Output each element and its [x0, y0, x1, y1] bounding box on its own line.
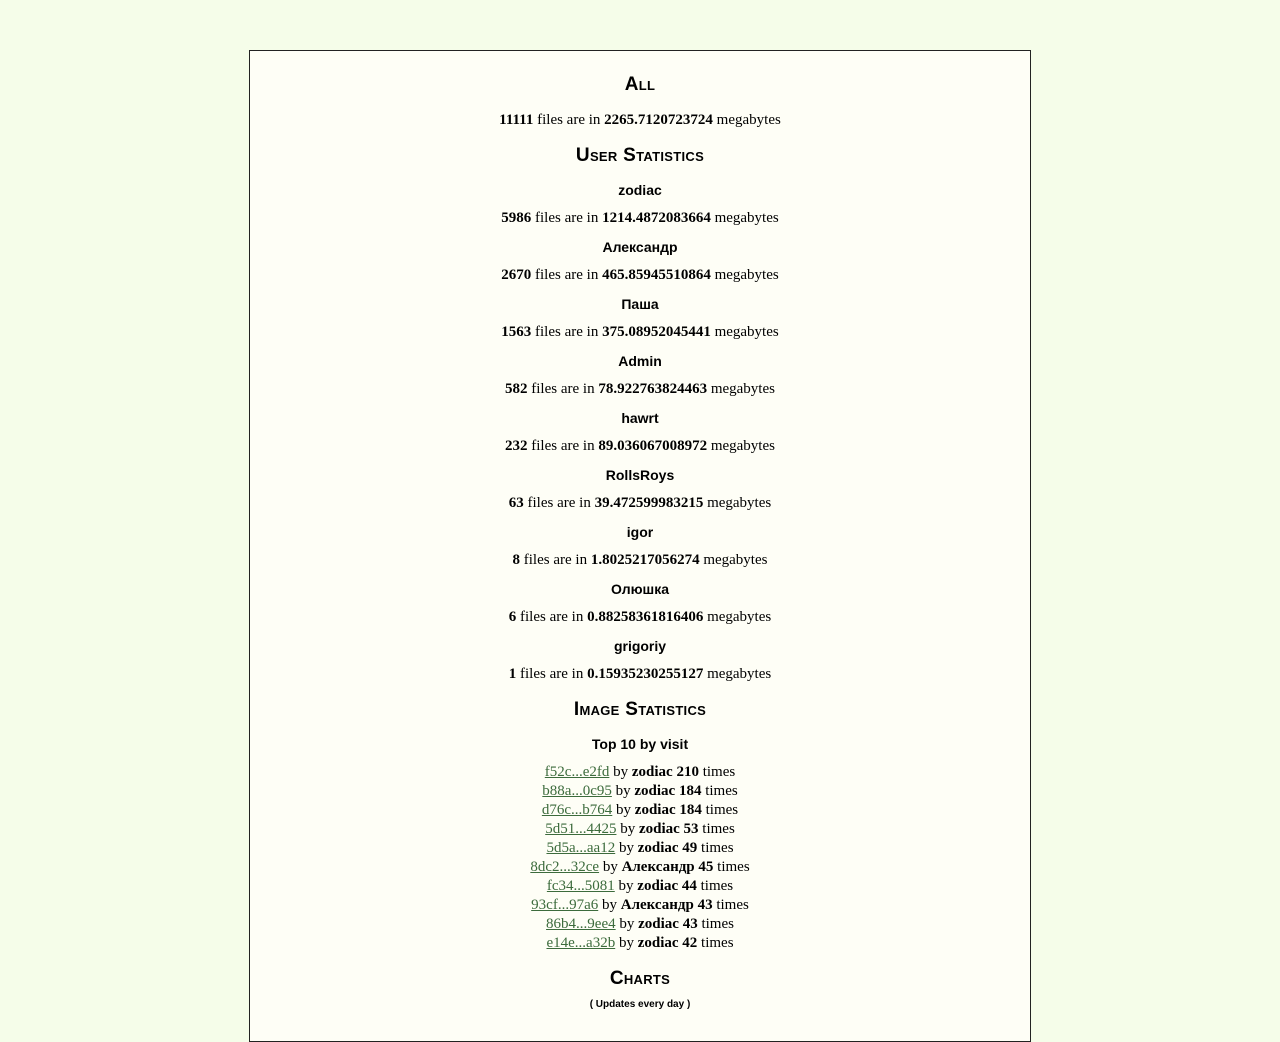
image-link[interactable]: f52c...e2fd: [544, 764, 610, 780]
list-item: f52c...e2fd by zodiac 210 times: [544, 764, 736, 780]
all-megabytes: 2265.7120723724: [604, 112, 713, 128]
image-owner: zodiac: [637, 840, 679, 856]
list-item: fc34...5081 by zodiac 44 times: [546, 878, 734, 894]
user-megabytes: 0.15935230255127: [587, 666, 704, 682]
user-files-summary: 5986 files are in 1214.4872083664 megabytes: [501, 210, 779, 226]
image-owner: Александр: [621, 859, 695, 875]
image-link[interactable]: 86b4...9ee4: [546, 916, 616, 932]
visit-count: 43: [682, 916, 698, 932]
image-link[interactable]: 5d5a...aa12: [546, 840, 616, 856]
list-item: 5d51...4425 by zodiac 53 times: [545, 821, 735, 837]
all-summary: 11111 files are in 2265.7120723724 megabytes: [499, 112, 781, 128]
user-files-summary: 63 files are in 39.472599983215 megabytes: [508, 495, 772, 511]
all-files-count: 11111: [499, 112, 534, 128]
image-owner: zodiac: [637, 878, 679, 894]
top-images-list: [250, 763, 1030, 953]
user-name: Admin: [618, 353, 662, 369]
user-files-summary: 1563 files are in 375.08952045441 megabytes: [501, 324, 779, 340]
list-item: 5d5a...aa12 by zodiac 49 times: [546, 840, 734, 856]
user-files-summary: 6 files are in 0.88258361816406 megabytes: [508, 609, 772, 625]
visit-count: 210: [676, 764, 699, 780]
visit-count: 184: [679, 802, 702, 818]
user-files-count: 582: [505, 381, 528, 397]
user-megabytes: 1214.4872083664: [602, 210, 711, 226]
image-link[interactable]: fc34...5081: [546, 878, 615, 894]
user-megabytes: 375.08952045441: [602, 324, 711, 340]
image-owner: zodiac: [631, 764, 673, 780]
user-megabytes: 465.85945510864: [602, 267, 711, 283]
user-name: igor: [626, 524, 654, 540]
user-files-count: 232: [505, 438, 528, 454]
user-megabytes: 39.472599983215: [594, 495, 704, 511]
image-owner: zodiac: [637, 935, 679, 951]
user-name: grigoriy: [613, 638, 667, 654]
image-link[interactable]: e14e...a32b: [546, 935, 616, 951]
list-item: 8dc2...32ce by Александр 45 times: [530, 859, 750, 875]
user-name: RollsRoys: [605, 467, 675, 483]
list-item: 93cf...97a6 by Александр 43 times: [531, 897, 749, 913]
list-item: b88a...0c95 by zodiac 184 times: [542, 783, 738, 799]
image-link[interactable]: 5d51...4425: [545, 821, 617, 837]
image-owner: zodiac: [634, 802, 676, 818]
user-name: Олюшка: [610, 581, 670, 597]
image-link[interactable]: 8dc2...32ce: [530, 859, 600, 875]
user-files-count: 6: [508, 609, 517, 625]
charts-update-note: ( Updates every day ): [589, 999, 691, 1010]
image-link[interactable]: 93cf...97a6: [531, 897, 599, 913]
image-owner: zodiac: [638, 821, 680, 837]
user-megabytes: 1.8025217056274: [590, 552, 700, 568]
image-link[interactable]: b88a...0c95: [542, 783, 612, 799]
user-files-summary: 232 files are in 89.036067008972 megabytes: [505, 438, 775, 454]
stats-panel: [249, 50, 1031, 1042]
user-files-summary: 582 files are in 78.922763824463 megabytes: [505, 381, 775, 397]
top-visits-subheading: Top 10 by visit: [591, 736, 689, 752]
user-name: zodiac: [618, 182, 662, 198]
visit-count: 43: [697, 897, 713, 913]
image-statistics-heading: Image Statistics: [573, 699, 707, 720]
user-files-count: 1563: [501, 324, 532, 340]
user-megabytes: 0.88258361816406: [587, 609, 704, 625]
user-files-count: 2670: [501, 267, 532, 283]
visit-count: 45: [698, 859, 714, 875]
user-megabytes: 78.922763824463: [598, 381, 708, 397]
visit-count: 53: [683, 821, 699, 837]
user-name: hawrt: [621, 410, 659, 426]
user-files-count: 5986: [501, 210, 532, 226]
user-files-count: 1: [508, 666, 517, 682]
visit-count: 44: [681, 878, 697, 894]
image-owner: zodiac: [638, 916, 679, 932]
user-name: Паша: [621, 296, 659, 312]
user-files-summary: 1 files are in 0.15935230255127 megabytes: [508, 666, 772, 682]
visit-count: 49: [682, 840, 698, 856]
all-heading: All: [624, 74, 656, 95]
user-name: Александр: [602, 239, 678, 255]
charts-heading: Charts: [609, 968, 671, 989]
list-item: 86b4...9ee4 by zodiac 43 times: [546, 916, 734, 932]
image-owner: zodiac: [634, 783, 676, 799]
user-statistics-heading: User Statistics: [575, 145, 705, 166]
visit-count: 184: [678, 783, 702, 799]
image-link[interactable]: d76c...b764: [541, 802, 613, 818]
list-item: e14e...a32b by zodiac 42 times: [546, 935, 734, 951]
image-owner: Александр: [620, 897, 694, 913]
user-files-summary: 2670 files are in 465.85945510864 megabytes: [501, 267, 779, 283]
list-item: d76c...b764 by zodiac 184 times: [541, 802, 739, 818]
user-megabytes: 89.036067008972: [598, 438, 708, 454]
user-files-count: 63: [508, 495, 524, 511]
user-files-count: 8: [512, 552, 521, 568]
visit-count: 42: [682, 935, 698, 951]
user-files-summary: 8 files are in 1.8025217056274 megabytes: [512, 552, 768, 568]
